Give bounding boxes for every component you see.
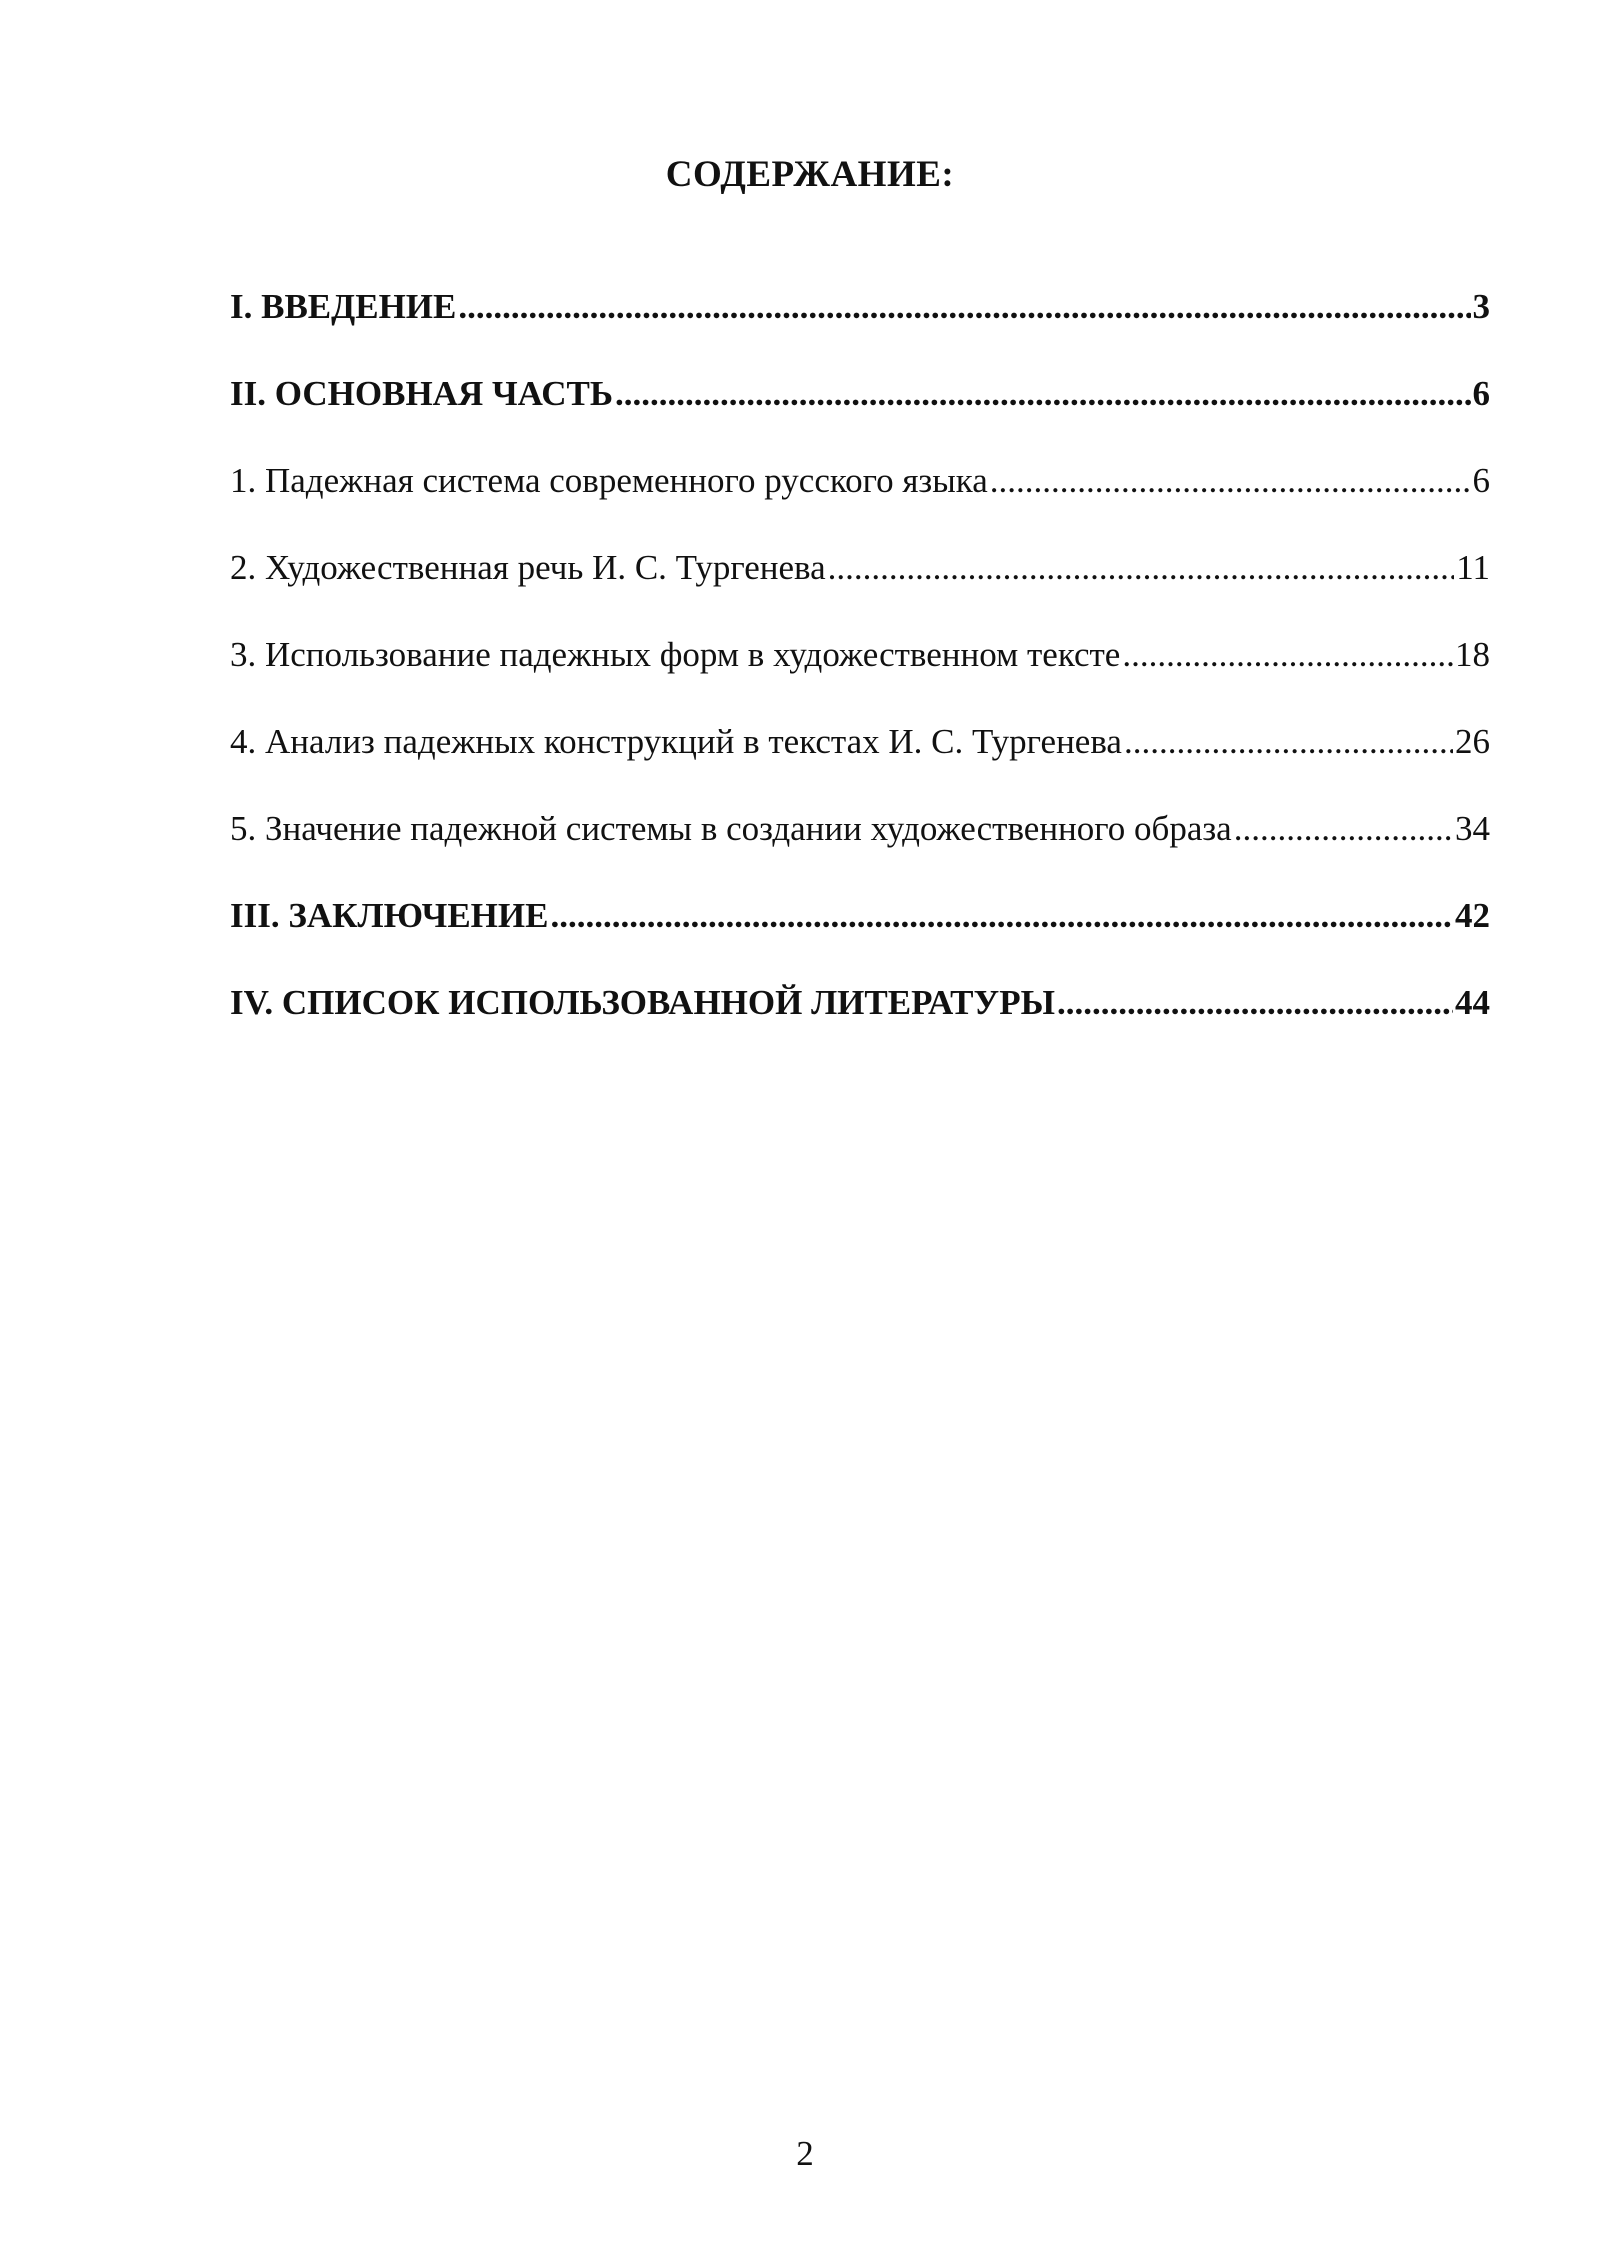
toc-entry[interactable]: [230, 544, 1490, 631]
toc-entry-title: 1. Падежная система современного русского языка: [230, 461, 988, 500]
toc-entry-title: III. ЗАКЛЮЧЕНИЕ: [230, 896, 549, 935]
dot-leader: [458, 283, 1470, 331]
toc-entry[interactable]: [230, 892, 1490, 979]
toc-entry-title: 5. Значение падежной системы в создании художественного образа: [230, 809, 1232, 848]
toc-entry-title: 3. Использование падежных форм в художественном тексте: [230, 635, 1121, 674]
toc-entry-page: 3: [1472, 287, 1490, 326]
toc-entry-title: IV. СПИСОК ИСПОЛЬЗОВАННОЙ ЛИТЕРАТУРЫ: [230, 983, 1055, 1022]
dot-leader: [550, 892, 1453, 940]
toc-title: СОДЕРЖАНИЕ:: [665, 154, 955, 195]
page-number: 2: [796, 2134, 814, 2173]
toc-entry-page: 26: [1455, 722, 1490, 761]
dot-leader: [828, 544, 1455, 592]
toc-entry-page: 6: [1472, 374, 1490, 413]
toc-entry-title: 2. Художественная речь И. С. Тургенева: [230, 548, 826, 587]
toc-entry-title: II. ОСНОВНАЯ ЧАСТЬ: [230, 374, 613, 413]
toc-entry-page: 44: [1455, 983, 1490, 1022]
dot-leader: [1122, 631, 1453, 679]
table-of-contents: [230, 283, 1490, 1066]
toc-entry-title: I. ВВЕДЕНИЕ: [230, 287, 457, 326]
toc-entry[interactable]: [230, 805, 1490, 892]
dot-leader: [615, 370, 1471, 418]
dot-leader: [1057, 979, 1453, 1027]
dot-leader: [1124, 718, 1453, 766]
toc-entry-page: 34: [1455, 809, 1490, 848]
toc-entry-page: 6: [1472, 461, 1490, 500]
toc-entry[interactable]: [230, 370, 1490, 457]
toc-entry[interactable]: [230, 457, 1490, 544]
dot-leader: [1234, 805, 1453, 853]
toc-entry[interactable]: [230, 718, 1490, 805]
toc-entry-page: 11: [1456, 548, 1490, 587]
toc-entry-page: 18: [1455, 635, 1490, 674]
toc-entry[interactable]: [230, 979, 1490, 1066]
toc-entry-title: 4. Анализ падежных конструкций в текстах И. С. Тургенева: [230, 722, 1122, 761]
toc-entry[interactable]: [230, 283, 1490, 370]
toc-entry[interactable]: [230, 631, 1490, 718]
toc-entry-page: 42: [1455, 896, 1490, 935]
dot-leader: [990, 457, 1471, 505]
